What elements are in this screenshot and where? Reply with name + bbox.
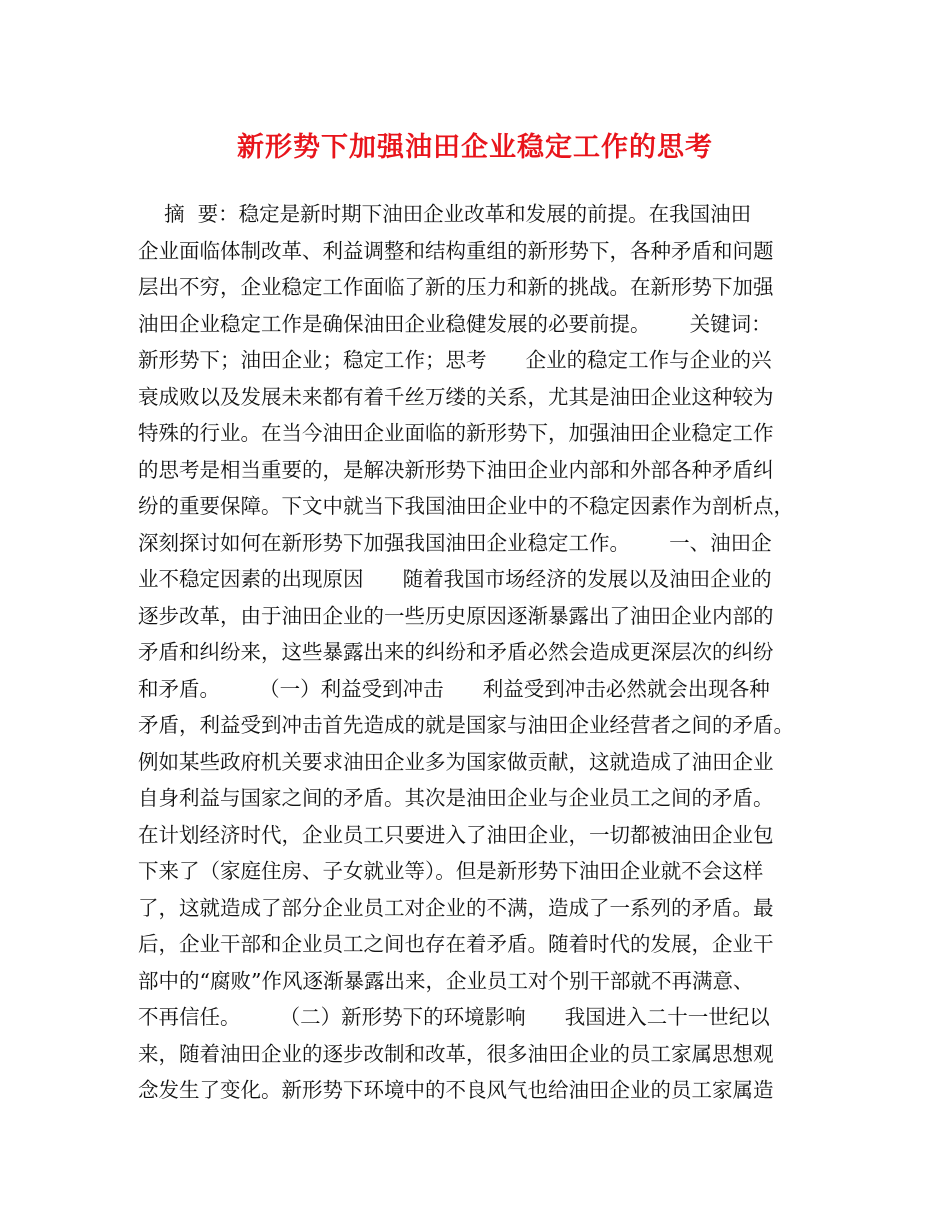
body-line: 特殊的行业。在当今油田企业面临的新形势下，加强油田企业稳定工作 xyxy=(138,421,774,445)
body-line: 衰成败以及发展未来都有着千丝万缕的关系，尤其是油田企业这种较为 xyxy=(138,384,774,409)
body-line: 摘 要：稳定是新时期下油田企业改革和发展的前提。在我国油田 xyxy=(138,202,752,226)
body-line: 企业面临体制改革、利益调整和结构重组的新形势下，各种矛盾和问题 xyxy=(138,238,774,263)
body-line: 的思考是相当重要的，是解决新形势下油田企业内部和外部各种矛盾纠 xyxy=(138,457,774,482)
body-line: 层出不穷，企业稳定工作面临了新的压力和新的挑战。在新形势下加强 xyxy=(138,275,774,299)
body-line: 矛盾和纠纷来，这些暴露出来的纠纷和矛盾必然会造成更深层次的纠纷 xyxy=(138,640,774,664)
body-line: 部中的“腐败”作风逐渐暴露出来，企业员工对个别干部就不再满意、 xyxy=(138,968,754,993)
body-line: 和矛盾。 （一）利益受到冲击 利益受到冲击必然就会出现各种 xyxy=(138,676,770,701)
body-line: 在计划经济时代，企业员工只要进入了油田企业，一切都被油田企业包 xyxy=(138,822,774,847)
body-line: 业不稳定因素的出现原因 随着我国市场经济的发展以及油田企业的 xyxy=(138,567,772,591)
body-line: 了，这就造成了部分企业员工对企业的不满，造成了一系列的矛盾。最 xyxy=(138,895,774,920)
body-line: 念发生了变化。新形势下环境中的不良风气也给油田企业的员工家属造 xyxy=(138,1078,774,1102)
body-line: 例如某些政府机关要求油田企业多为国家做贡献，这就造成了油田企业 xyxy=(138,749,774,774)
body-line: 矛盾，利益受到冲击首先造成的就是国家与油田企业经营者之间的矛盾。 xyxy=(138,713,794,737)
body-line: 来，随着油田企业的逐步改制和改革，很多油田企业的员工家属思想观 xyxy=(138,1041,774,1066)
body-line: 后，企业干部和企业员工之间也存在着矛盾。随着时代的发展，企业干 xyxy=(138,932,774,956)
body-line: 新形势下；油田企业；稳定工作；思考 企业的稳定工作与企业的兴 xyxy=(138,348,772,372)
body-line: 深刻探讨如何在新形势下加强我国油田企业稳定工作。 一、油田企 xyxy=(138,530,772,555)
body-line: 逐步改革，由于油田企业的一些历史原因逐渐暴露出了油田企业内部的 xyxy=(138,603,774,628)
body-line: 油田企业稳定工作是确保油田企业稳健发展的必要前提。 关键词： xyxy=(138,311,772,336)
body-line: 不再信任。 （二）新形势下的环境影响 我国进入二十一世纪以 xyxy=(138,1005,770,1029)
body-line: 纷的重要保障。下文中就当下我国油田企业中的不稳定因素作为剖析点， xyxy=(138,494,794,518)
document-title: 新形势下加强油田企业稳定工作的思考 xyxy=(237,132,713,163)
body-line: 下来了（家庭住房、子女就业等）。但是新形势下油田企业就不会这样 xyxy=(138,859,764,883)
body-line: 自身利益与国家之间的矛盾。其次是油田企业与企业员工之间的矛盾。 xyxy=(138,786,774,810)
document-body xyxy=(138,196,828,1109)
